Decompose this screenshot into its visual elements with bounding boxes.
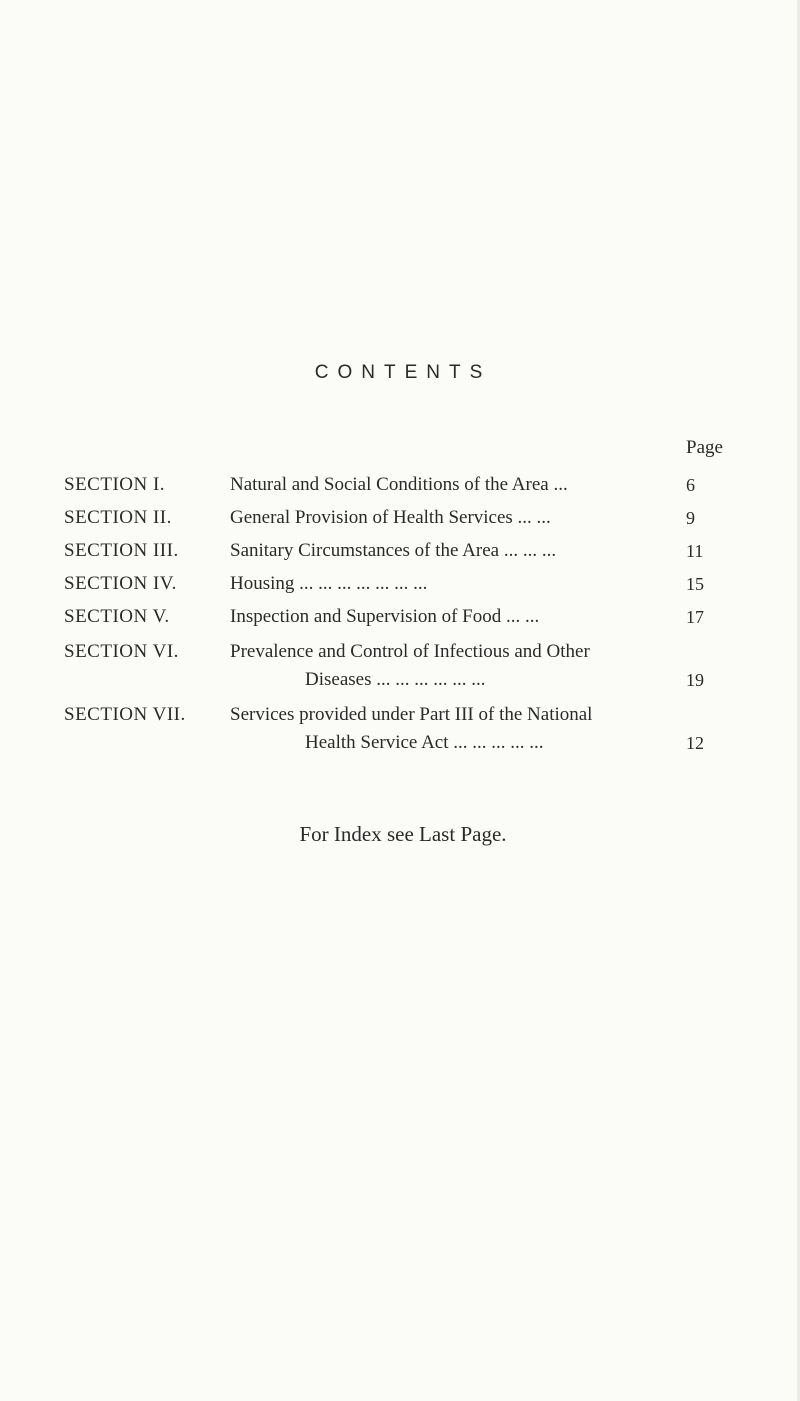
section-description: Housing ... ... ... ... ... ... ... — [230, 573, 428, 594]
section-page-number: 19 — [686, 670, 704, 690]
section-description: Services provided under Part III of the National — [230, 704, 593, 725]
section-page-number: 12 — [686, 733, 704, 753]
section-page-number: 11 — [686, 541, 704, 561]
section-label: SECTION III. — [64, 540, 179, 561]
section-page-number: 17 — [686, 607, 704, 627]
index-note: For Index see Last Page. — [299, 822, 507, 846]
section-description: Inspection and Supervision of Food ... ... — [230, 606, 540, 627]
section-description-continued: Health Service Act ... ... ... ... ... — [305, 732, 544, 753]
page-title: CONTENTS — [314, 362, 492, 383]
section-page-number: 15 — [686, 574, 704, 594]
section-label: SECTION IV. — [64, 573, 177, 594]
section-label: SECTION I. — [64, 474, 166, 495]
section-description-continued: Diseases ... ... ... ... ... ... — [305, 669, 486, 690]
section-label: SECTION V. — [64, 606, 170, 627]
section-label: SECTION VI. — [64, 641, 179, 662]
section-description: Sanitary Circumstances of the Area ... ... ... — [230, 540, 557, 561]
section-page-number: 6 — [686, 475, 695, 495]
section-description: Natural and Social Conditions of the Area ... — [230, 474, 568, 495]
section-label: SECTION II. — [64, 507, 172, 528]
section-description: General Provision of Health Services ... ... — [230, 507, 551, 528]
section-description: Prevalence and Control of Infectious and Other — [230, 641, 590, 662]
page-column-header: Page — [686, 437, 723, 458]
section-label: SECTION VII. — [64, 704, 186, 725]
section-page-number: 9 — [686, 508, 695, 528]
